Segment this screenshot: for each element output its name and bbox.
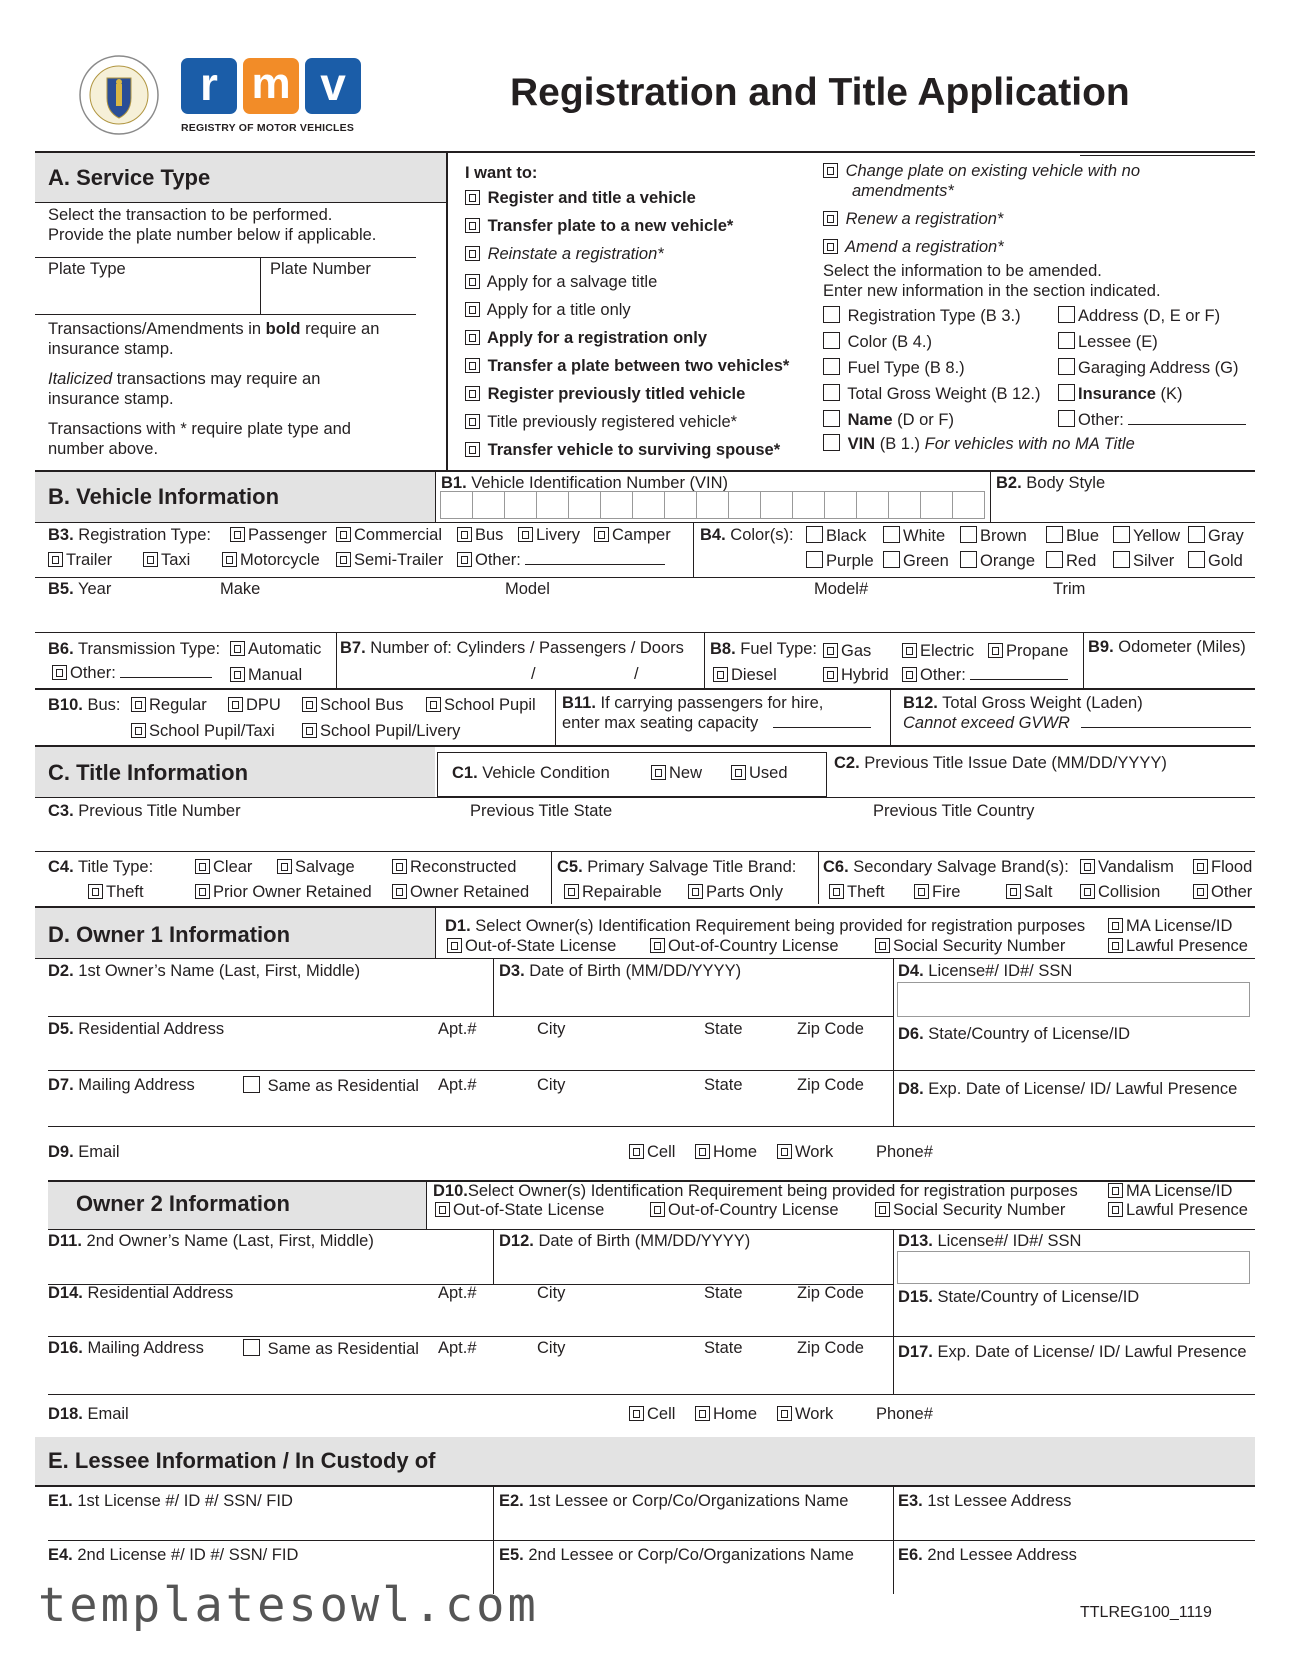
color-silver[interactable]: Silver [1113, 551, 1174, 572]
brand-other[interactable]: Other [1193, 883, 1252, 903]
plate-type-label: Plate Type [48, 260, 126, 278]
d14-apt-label: Apt.# [438, 1284, 477, 1302]
d9-label: D9. Email [48, 1143, 120, 1161]
d16-label: D16. Mailing Address [48, 1339, 204, 1357]
d1-ssn[interactable]: Social Security Number [875, 937, 1065, 957]
reg-commercial[interactable]: Commercial [336, 526, 442, 546]
vin-boxes[interactable] [440, 491, 985, 519]
page-title: Registration and Title Application [510, 71, 1130, 114]
d8-label: D8. Exp. Date of License/ ID/ Lawful Presence [898, 1080, 1238, 1098]
opt-change-plate-2: amendments* [852, 182, 954, 200]
d10-out-of-state[interactable]: Out-of-State License [435, 1201, 604, 1221]
opt-registration-only[interactable]: Apply for a registration only [465, 329, 707, 349]
bus-school-pupil-taxi[interactable]: School Pupil/Taxi [131, 722, 275, 742]
section-d-title: D. Owner 1 Information [48, 922, 291, 947]
amend-name[interactable]: Name (D or F) [823, 410, 954, 431]
service-desc: Select the transaction to be performed. [48, 206, 333, 224]
color-orange[interactable]: Orange [960, 551, 1035, 572]
condition-new[interactable]: New [651, 764, 702, 784]
bus-school-bus[interactable]: School Bus [302, 696, 403, 716]
b7-slash-1: / [531, 665, 536, 683]
title-reconstructed[interactable]: Reconstructed [392, 858, 516, 878]
c2-label: C2. Previous Title Issue Date (MM/DD/YYYY) [834, 754, 1167, 772]
d10-ma-license[interactable]: MA License/ID [1108, 1182, 1232, 1202]
b7-slash-2: / [634, 665, 639, 683]
d14-zip-label: Zip Code [797, 1284, 864, 1302]
d7-apt-label: Apt.# [438, 1076, 477, 1094]
fuel-propane[interactable]: Propane [988, 642, 1068, 662]
amend-fuel[interactable]: Fuel Type (B 8.) [823, 358, 965, 379]
reg-camper[interactable]: Camper [594, 526, 671, 546]
model-label: Model [505, 580, 550, 598]
amend-info-2: Enter new information in the section indicated. [823, 282, 1161, 300]
amend-color[interactable]: Color (B 4.) [823, 332, 932, 353]
brand-salt[interactable]: Salt [1006, 883, 1052, 903]
brand-fire[interactable]: Fire [914, 883, 960, 903]
d6-label: D6. State/Country of License/ID [898, 1025, 1131, 1043]
color-gray[interactable]: Gray [1188, 526, 1244, 547]
fuel-gas[interactable]: Gas [823, 642, 871, 662]
note-italic: Italicized transactions may require an [48, 370, 321, 388]
b12-label: B12. Total Gross Weight (Laden) [903, 694, 1143, 712]
b11-label-2: enter max seating capacity [562, 714, 871, 734]
model-number-label: Model# [814, 580, 869, 598]
d7-city-label: City [537, 1076, 566, 1094]
note-italic-2: insurance stamp. [48, 390, 174, 408]
logo-v: v [305, 58, 361, 114]
d9-work[interactable]: Work [777, 1143, 833, 1163]
d14-label: D14. Residential Address [48, 1284, 234, 1302]
plate-number-label: Plate Number [270, 260, 371, 278]
d5-apt-label: Apt.# [438, 1020, 477, 1038]
d18-label: D18. Email [48, 1405, 129, 1423]
color-green[interactable]: Green [883, 551, 949, 572]
state-seal [78, 54, 160, 136]
fuel-hybrid[interactable]: Hybrid [823, 666, 889, 686]
d5-state-label: State [704, 1020, 743, 1038]
d14-state-label: State [704, 1284, 743, 1302]
b12-label-2: Cannot exceed GVWR [903, 714, 1251, 734]
opt-change-plate[interactable]: Change plate on existing vehicle with no [823, 162, 1140, 182]
d16-apt-label: Apt.# [438, 1339, 477, 1357]
e6-label: E6. 2nd Lessee Address [898, 1546, 1077, 1564]
amend-garaging[interactable]: Garaging Address (G) [1058, 358, 1239, 379]
d9-home[interactable]: Home [695, 1143, 757, 1163]
trans-manual[interactable]: Manual [230, 666, 302, 686]
bus-dpu[interactable]: DPU [228, 696, 281, 716]
fuel-other[interactable]: Other: [902, 666, 1068, 686]
brand-collision[interactable]: Collision [1080, 883, 1160, 903]
logo-r: r [181, 58, 237, 114]
reg-trailer[interactable]: Trailer [48, 551, 112, 571]
make-label: Make [220, 580, 261, 598]
reg-other[interactable]: Other: [457, 551, 665, 571]
reg-passenger[interactable]: Passenger [230, 526, 327, 546]
amend-insurance[interactable]: Insurance (K) [1058, 384, 1183, 405]
section-a-title: A. Service Type [48, 165, 211, 190]
title-owner-retained[interactable]: Owner Retained [392, 883, 529, 903]
bus-school-pupil[interactable]: School Pupil [426, 696, 536, 716]
e5-label: E5. 2nd Lessee or Corp/Co/Organizations Name [499, 1546, 854, 1564]
d14-city-label: City [537, 1284, 566, 1302]
d16-state-label: State [704, 1339, 743, 1357]
owner2-title: Owner 2 Information [76, 1191, 290, 1216]
title-clear[interactable]: Clear [195, 858, 252, 878]
b4-label: B4. Color(s): [700, 526, 794, 544]
b3-label: B3. Registration Type: [48, 526, 211, 544]
d5-zip-label: Zip Code [797, 1020, 864, 1038]
amend-address[interactable]: Address (D, E or F) [1058, 306, 1220, 327]
c3-label: C3. Previous Title Number [48, 802, 241, 820]
amend-lessee[interactable]: Lessee (E) [1058, 332, 1158, 353]
opt-reinstate[interactable]: Reinstate a registration* [465, 245, 664, 265]
reg-bus[interactable]: Bus [457, 526, 503, 546]
b9-label: B9. Odometer (Miles) [1088, 638, 1246, 656]
color-white[interactable]: White [883, 526, 945, 547]
opt-salvage-title[interactable]: Apply for a salvage title [465, 273, 657, 293]
brand-parts-only[interactable]: Parts Only [688, 883, 783, 903]
d18-cell[interactable]: Cell [629, 1405, 675, 1425]
opt-transfer-plate[interactable]: Transfer plate to a new vehicle* [465, 217, 733, 237]
logo-tagline: REGISTRY OF MOTOR VEHICLES [181, 122, 355, 134]
d18-phone-label: Phone# [876, 1405, 933, 1423]
bus-school-pupil-livery[interactable]: School Pupil/Livery [302, 722, 460, 742]
d10-lawful-presence[interactable]: Lawful Presence [1108, 1201, 1248, 1221]
b1-label: B1. Vehicle Identification Number (VIN) [441, 474, 729, 492]
title-salvage[interactable]: Salvage [277, 858, 355, 878]
d1-ma-license[interactable]: MA License/ID [1108, 917, 1232, 937]
note-asterisk-2: number above. [48, 440, 159, 458]
d1-out-of-state[interactable]: Out-of-State License [447, 937, 616, 957]
opt-title-only[interactable]: Apply for a title only [465, 301, 631, 321]
note-asterisk: Transactions with * require plate type and [48, 420, 351, 438]
section-c-title: C. Title Information [48, 760, 249, 785]
d4-label: D4. License#/ ID#/ SSN [898, 962, 1073, 980]
reg-taxi[interactable]: Taxi [143, 551, 190, 571]
section-e-title: E. Lessee Information / In Custody of [48, 1448, 436, 1473]
trim-label: Trim [1053, 580, 1086, 598]
note-bold: Transactions/Amendments in bold require an [48, 320, 380, 338]
opt-amend[interactable]: Amend a registration* [823, 238, 1004, 258]
d10-ssn[interactable]: Social Security Number [875, 1201, 1065, 1221]
title-theft[interactable]: Theft [88, 883, 144, 903]
d13-label: D13. License#/ ID#/ SSN [898, 1232, 1082, 1250]
opt-surviving-spouse[interactable]: Transfer vehicle to surviving spouse* [465, 441, 780, 461]
d5-city-label: City [537, 1020, 566, 1038]
amend-reg-type[interactable]: Registration Type (B 3.) [823, 306, 1021, 327]
d11-label: D11. 2nd Owner’s Name (Last, First, Middle) [48, 1232, 374, 1250]
brand-flood[interactable]: Flood [1193, 858, 1252, 878]
reg-semi-trailer[interactable]: Semi-Trailer [336, 551, 443, 571]
c6-label: C6. Secondary Salvage Brand(s): [823, 858, 1069, 876]
d10-out-of-country[interactable]: Out-of-Country License [650, 1201, 839, 1221]
bus-regular[interactable]: Regular [131, 696, 207, 716]
brand-repairable[interactable]: Repairable [564, 883, 662, 903]
d2-label: D2. 1st Owner’s Name (Last, First, Middle) [48, 962, 361, 980]
opt-register-titled[interactable]: Register previously titled vehicle [465, 385, 745, 405]
color-purple[interactable]: Purple [806, 551, 874, 572]
brand-vandalism[interactable]: Vandalism [1080, 858, 1174, 878]
watermark: templatesowl.com [38, 1578, 539, 1633]
b6-label: B6. Transmission Type: [48, 640, 221, 658]
color-blue[interactable]: Blue [1046, 526, 1099, 547]
opt-renew[interactable]: Renew a registration* [823, 210, 1003, 230]
d17-label: D17. Exp. Date of License/ ID/ Lawful Presence [898, 1343, 1247, 1361]
reg-livery[interactable]: Livery [518, 526, 580, 546]
color-gold[interactable]: Gold [1188, 551, 1243, 572]
c5-label: C5. Primary Salvage Title Brand: [557, 858, 797, 876]
d1-lawful-presence[interactable]: Lawful Presence [1108, 937, 1248, 957]
amend-other[interactable]: Other: [1058, 410, 1246, 431]
opt-register-title[interactable]: Register and title a vehicle [465, 189, 696, 209]
note-bold-2: insurance stamp. [48, 340, 174, 358]
d18-home[interactable]: Home [695, 1405, 757, 1425]
trans-automatic[interactable]: Automatic [230, 640, 321, 660]
e3-label: E3. 1st Lessee Address [898, 1492, 1072, 1510]
d3-label: D3. Date of Birth (MM/DD/YYYY) [499, 962, 742, 980]
fuel-diesel[interactable]: Diesel [713, 666, 777, 686]
logo-m: m [243, 58, 299, 114]
rmv-logo [181, 58, 367, 138]
d1-label: D1. Select Owner(s) Identification Requirement being provided for registration purposes [445, 917, 1086, 935]
b11-label: B11. If carrying passengers for hire, [562, 694, 824, 712]
d9-cell[interactable]: Cell [629, 1143, 675, 1163]
b5-label: B5. Year [48, 580, 112, 598]
d7-label: D7. Mailing Address [48, 1076, 195, 1094]
c4-label: C4. Title Type: [48, 858, 154, 876]
opt-title-registered[interactable]: Title previously registered vehicle* [465, 413, 737, 433]
i-want-label: I want to: [465, 164, 538, 182]
c1-label: C1. Vehicle Condition [452, 764, 610, 782]
b10-label: B10. Bus: [48, 696, 121, 714]
d16-same-as-residential[interactable]: Same as Residential [243, 1339, 419, 1360]
brand-theft[interactable]: Theft [829, 883, 885, 903]
d13-input[interactable] [897, 1251, 1250, 1284]
trans-other[interactable]: Other: [52, 664, 212, 684]
section-b-title: B. Vehicle Information [48, 484, 280, 509]
color-yellow[interactable]: Yellow [1113, 526, 1180, 547]
b7-label: B7. Number of: Cylinders / Passengers / Doors [340, 639, 684, 657]
d18-work[interactable]: Work [777, 1405, 833, 1425]
d9-phone-label: Phone# [876, 1143, 933, 1161]
fuel-electric[interactable]: Electric [902, 642, 974, 662]
d7-same-as-residential[interactable]: Same as Residential [243, 1076, 419, 1097]
e1-label: E1. 1st License #/ ID #/ SSN/ FID [48, 1492, 293, 1510]
form-code: TTLREG100_1119 [1080, 1604, 1212, 1621]
color-brown[interactable]: Brown [960, 526, 1027, 547]
reg-motorcycle[interactable]: Motorcycle [222, 551, 320, 571]
d10-label: D10.Select Owner(s) Identification Requirement being provided for registration purposes [433, 1182, 1078, 1200]
d16-zip-label: Zip Code [797, 1339, 864, 1357]
service-desc-2: Provide the plate number below if applicable. [48, 226, 377, 244]
b8-label: B8. Fuel Type: [710, 640, 818, 658]
d16-city-label: City [537, 1339, 566, 1357]
e2-label: E2. 1st Lessee or Corp/Co/Organizations Name [499, 1492, 849, 1510]
amend-gross[interactable]: Total Gross Weight (B 12.) [823, 384, 1040, 405]
b2-label: B2. Body Style [996, 474, 1106, 492]
d12-label: D12. Date of Birth (MM/DD/YYYY) [499, 1232, 751, 1250]
opt-transfer-between[interactable]: Transfer a plate between two vehicles* [465, 357, 789, 377]
d1-out-of-country[interactable]: Out-of-Country License [650, 937, 839, 957]
title-prior-owner[interactable]: Prior Owner Retained [195, 883, 372, 903]
amend-info: Select the information to be amended. [823, 262, 1102, 280]
condition-used[interactable]: Used [731, 764, 788, 784]
e4-label: E4. 2nd License #/ ID #/ SSN/ FID [48, 1546, 299, 1564]
prev-title-country-label: Previous Title Country [873, 802, 1035, 820]
d5-label: D5. Residential Address [48, 1020, 225, 1038]
d7-zip-label: Zip Code [797, 1076, 864, 1094]
prev-title-state-label: Previous Title State [470, 802, 613, 820]
amend-vin[interactable]: VIN (B 1.) For vehicles with no MA Title [823, 434, 1135, 455]
d4-input[interactable] [897, 982, 1250, 1017]
d15-label: D15. State/Country of License/ID [898, 1288, 1140, 1306]
color-red[interactable]: Red [1046, 551, 1096, 572]
color-black[interactable]: Black [806, 526, 866, 547]
d7-state-label: State [704, 1076, 743, 1094]
